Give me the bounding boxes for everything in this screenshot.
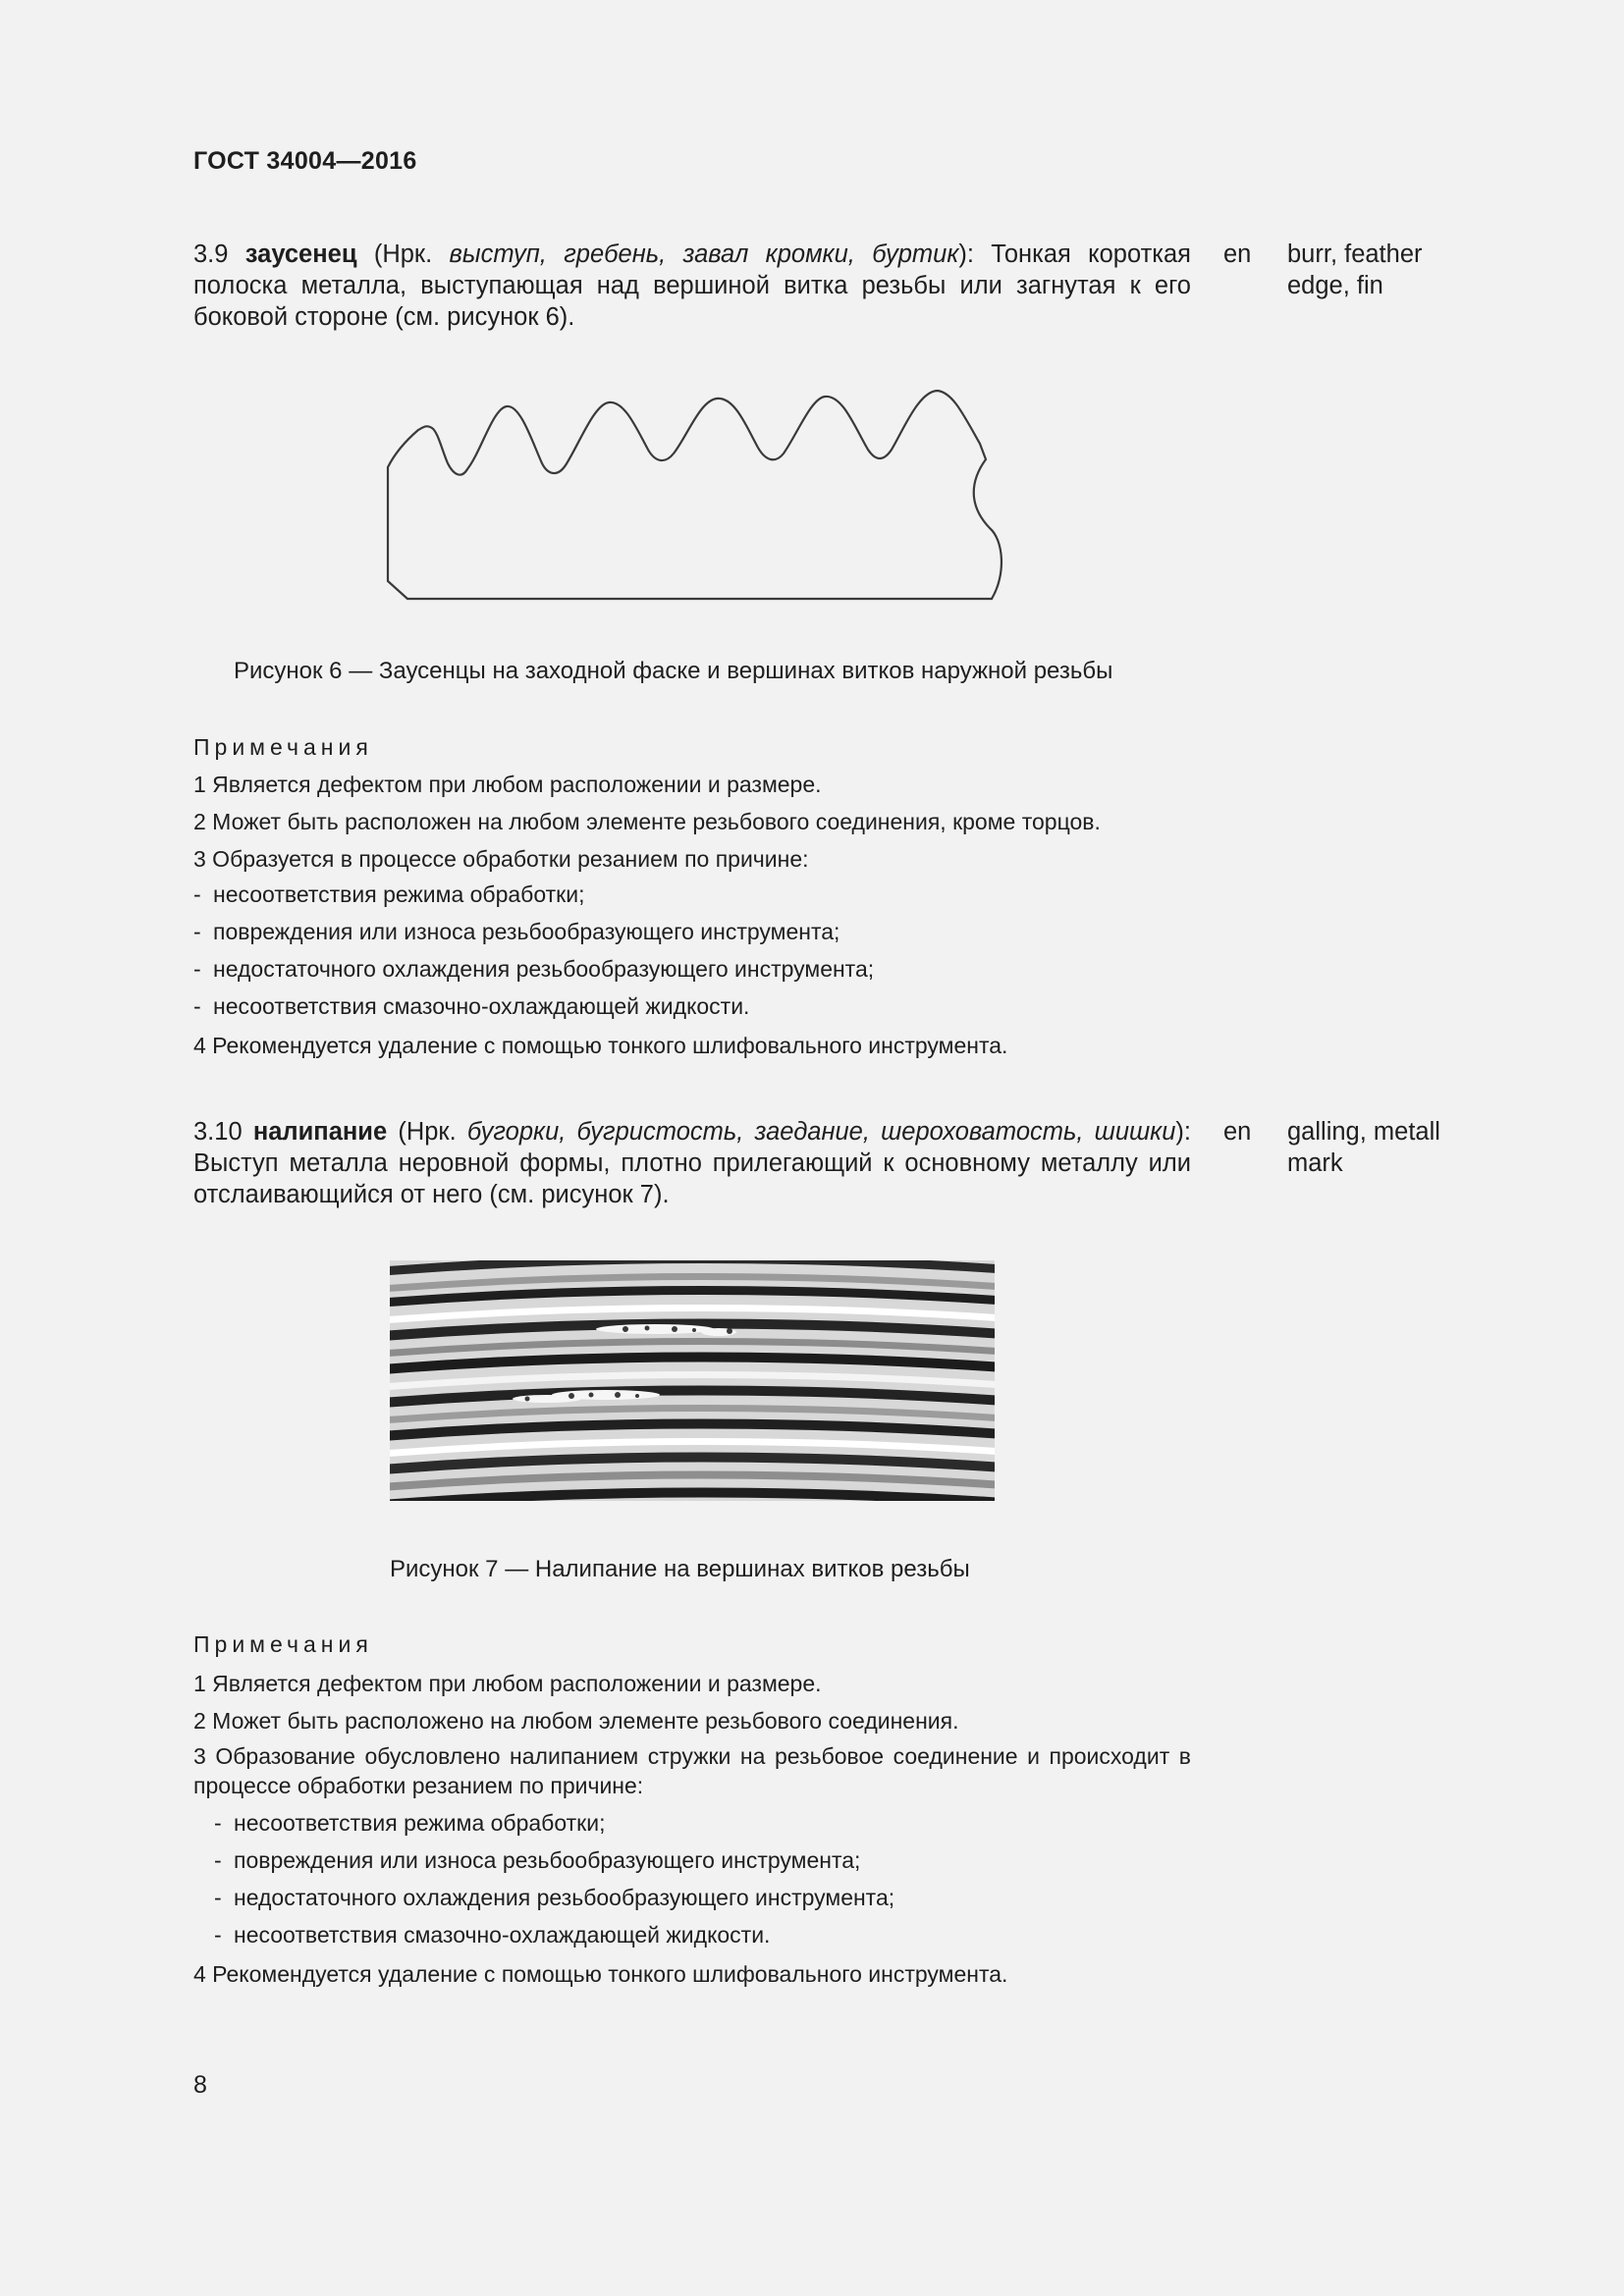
notes-1-title: Примечания xyxy=(193,734,373,760)
bullet-dash: - xyxy=(214,1922,222,1948)
notes-2-item-4: 4 Рекомендуется удаление с помощью тонкого шлифовального инструмента. xyxy=(193,1961,1008,1987)
notes-2-bullet-4 xyxy=(214,1922,770,1949)
term-open: (Нрк. xyxy=(356,240,450,268)
bullet-dash: - xyxy=(214,1885,222,1910)
bullet-dash: - xyxy=(214,1810,222,1836)
bullet-text: несоответствия режима обработки; xyxy=(213,881,585,907)
term-3-9-definition xyxy=(193,239,1191,333)
notes-2-title: Примечания xyxy=(193,1631,373,1657)
notes-1-bullet-2 xyxy=(193,919,839,945)
bullet-text: повреждения или износа резьбообразующего инструмента; xyxy=(234,1847,861,1873)
thread-profile-outline xyxy=(388,391,1001,599)
term-number: 3.9 xyxy=(193,240,229,268)
notes-1-bullet-1 xyxy=(193,881,584,908)
term-title: заусенец xyxy=(244,240,357,268)
term-open: (Нрк. xyxy=(387,1118,467,1146)
bullet-dash: - xyxy=(193,993,201,1019)
figure-6-caption: Рисунок 6 — Заусенцы на заходной фаске и вершинах витков наружной резьбы xyxy=(234,658,1113,684)
term-3-9-equivalent: burr, feather edge, fin xyxy=(1287,240,1423,299)
bullet-dash: - xyxy=(214,1847,222,1873)
term-title: налипание xyxy=(252,1118,388,1146)
bullet-text: несоответствия смазочно-охлаждающей жидкости. xyxy=(213,993,750,1019)
term-3-10-definition xyxy=(193,1116,1191,1210)
notes-2-bullet-1 xyxy=(214,1810,605,1837)
notes-1-item-1: 1 Является дефектом при любом расположении и размере. xyxy=(193,772,822,797)
figure-7-caption: Рисунок 7 — Налипание на вершинах витков резьбы xyxy=(390,1556,970,1582)
term-3-10-lang: en xyxy=(1223,1118,1252,1146)
term-3-10-equivalent: galling, metall mark xyxy=(1287,1118,1440,1177)
notes-2-bullet-3 xyxy=(214,1885,894,1911)
bullet-dash: - xyxy=(193,956,201,982)
term-number: 3.10 xyxy=(193,1118,243,1146)
term-synonyms: выступ, гребень, завал кромки, буртик xyxy=(449,240,959,268)
bullet-text: недостаточного охлаждения резьбообразующего инструмента; xyxy=(234,1885,895,1910)
page-number: 8 xyxy=(193,2071,207,2099)
bullet-dash: - xyxy=(193,919,201,944)
figure-7-galling-photo xyxy=(390,1260,995,1501)
term-synonyms: бугорки, бугристость, заедание, шероховатость, шишки xyxy=(466,1118,1176,1146)
bullet-text: повреждения или износа резьбообразующего инструмента; xyxy=(213,919,840,944)
notes-1-bullet-3 xyxy=(193,956,874,983)
term-definition-text: ): Тонкая короткая полоска металла, выступающая над вершиной витка резьбы или загнутая к его боковой стороне (см. рисунок 6). xyxy=(193,240,1191,331)
figure-6-thread-drawing xyxy=(373,373,1021,609)
notes-1-item-2: 2 Может быть расположен на любом элементе резьбового соединения, кроме торцов. xyxy=(193,809,1101,834)
term-3-9-lang: en xyxy=(1223,240,1252,268)
notes-2-item-2: 2 Может быть расположено на любом элементе резьбового соединения. xyxy=(193,1708,959,1734)
bullet-dash: - xyxy=(193,881,201,907)
notes-1-bullet-4 xyxy=(193,993,749,1020)
document-header: ГОСТ 34004—2016 xyxy=(193,147,417,175)
notes-1-item-4: 4 Рекомендуется удаление с помощью тонкого шлифовального инструмента. xyxy=(193,1033,1008,1058)
bullet-text: несоответствия смазочно-охлаждающей жидкости. xyxy=(234,1922,771,1948)
bullet-text: несоответствия режима обработки; xyxy=(234,1810,606,1836)
notes-2-bullet-2 xyxy=(214,1847,860,1874)
notes-2-item-3: 3 Образование обусловлено налипанием стружки на резьбовое соединение и происходит в процессе обработки резанием по причине: xyxy=(193,1743,1191,1798)
notes-2-item-1: 1 Является дефектом при любом расположении и размере. xyxy=(193,1671,822,1696)
term-definition-text: ): Выступ металла неровной формы, плотно прилегающий к основному металлу или отслаивающийся от него (см. рисунок 7). xyxy=(193,1118,1191,1208)
notes-1-item-3: 3 Образуется в процессе обработки резанием по причине: xyxy=(193,846,809,872)
bullet-text: недостаточного охлаждения резьбообразующего инструмента; xyxy=(213,956,875,982)
